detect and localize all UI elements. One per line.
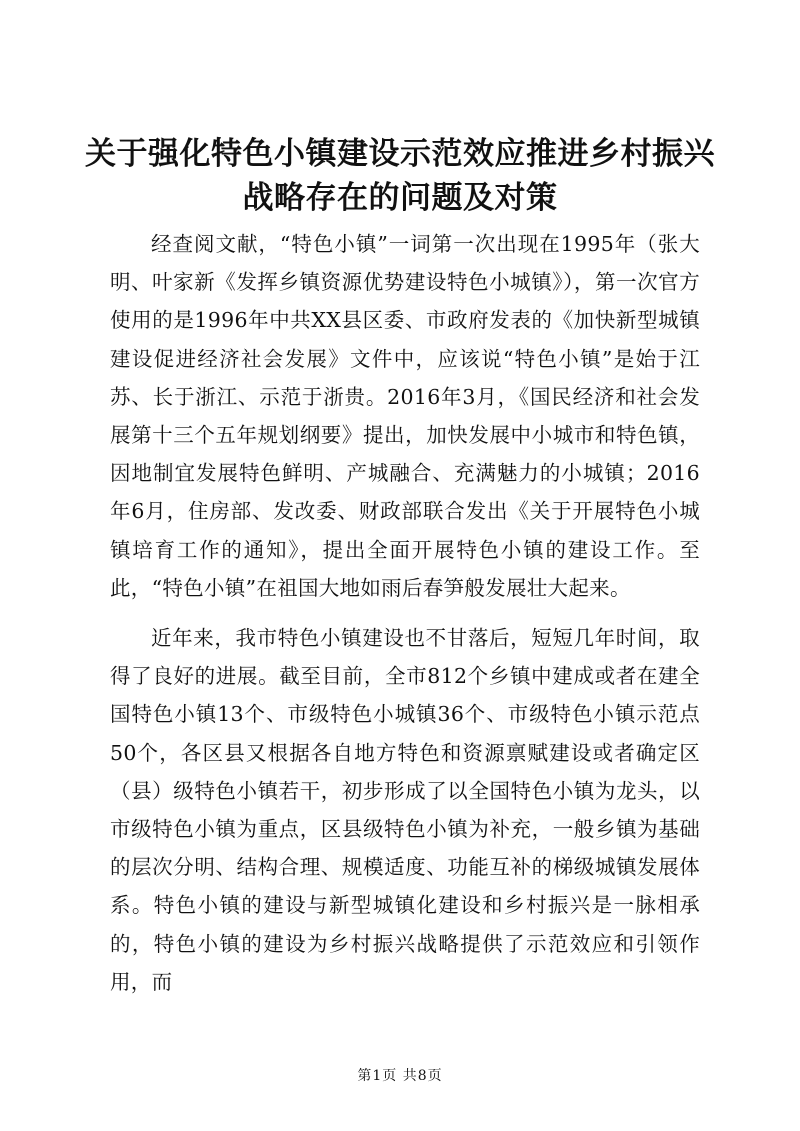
paragraph-2: 近年来，我市特色小镇建设也不甘落后，短短几年时间，取得了良好的进展。截至目前，全市812个乡镇中建成或者在建全国特色小镇13个、市级特色小城镇36个、市级特色小镇示范点50个，各区县又根据各自地方特色和资源禀赋建设或者确定区（县）级特色小镇若干，初步形成了以全国特色小镇为龙头，以市级特色小镇为重点，区县级特色小镇为补充，一般乡镇为基础的层次分明、结构合理、规模适度、功能互补的梯级城镇发展体系。特色小镇的建设与新型城镇化建设和乡村振兴是一脉相承的，特色小镇的建设为乡村振兴战略提供了示范效应和引领作用，而 [110, 626, 700, 994]
document-body [110, 225, 700, 1013]
document-title: 关于强化特色小镇建设示范效应推进乡村振兴战略存在的问题及对策 [85, 136, 715, 216]
page-number-footer: 第1页 共8页 [357, 1068, 443, 1084]
paragraph-1: 经查阅文献，“特色小镇”一词第一次出现在1995年（张大明、叶家新《发挥乡镇资源优势建设特色小城镇》），第一次官方使用的是1996年中共XX县区委、市政府发表的《加快新型城镇建设促进经济社会发展》文件中，应该说“特色小镇”是始于江苏、长于浙江、示范于浙贵。2016年3月，《国民经济和社会发展第十三个五年规划纲要》提出，加快发展中小城市和特色镇，因地制宜发展特色鲜明、产城融合、充满魅力的小城镇；2016年6月，住房部、发改委、财政部联合发出《关于开展特色小城镇培育工作的通知》，提出全面开展特色小镇的建设工作。至此，“特色小镇”在祖国大地如雨后春笋般发展壮大起来。 [110, 232, 700, 600]
